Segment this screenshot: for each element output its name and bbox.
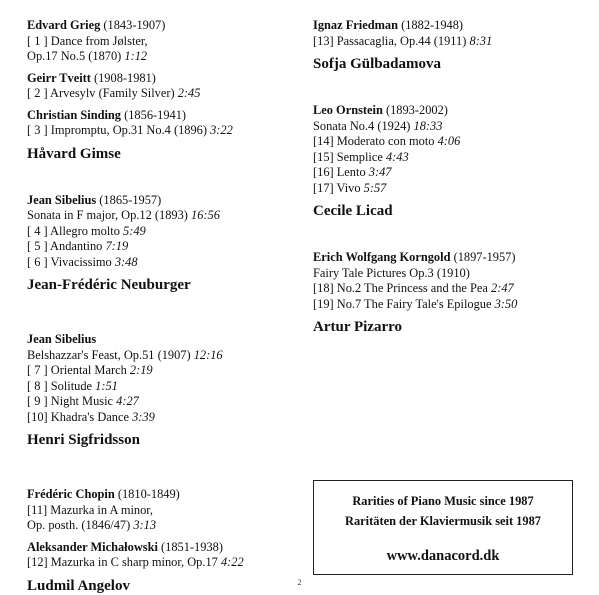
track-duration: 16:56 [191, 208, 220, 222]
track-title: Op.17 No.5 (1870) [27, 49, 125, 63]
track-line [27, 503, 297, 519]
track-duration: 5:49 [123, 223, 146, 238]
track-duration: 8:31 [469, 33, 493, 48]
right-column [313, 18, 583, 336]
work-entry [27, 108, 297, 139]
track-line [27, 348, 297, 364]
track-line [27, 239, 297, 255]
page-number: 2 [297, 578, 302, 587]
track-line [27, 49, 297, 65]
left-column [27, 18, 297, 595]
track-line [27, 518, 297, 534]
composer-heading [313, 18, 583, 34]
performer-name: Ludmil Angelov [27, 577, 130, 594]
track-title: [ 1 ] Dance from Jølster, [27, 33, 148, 48]
info-box [313, 480, 573, 575]
track-line [313, 150, 583, 166]
composer-dates: (1893-2002) [382, 103, 448, 117]
track-title: [11] Mazurka in A minor, [27, 502, 154, 517]
composer-heading [313, 250, 583, 266]
track-title: [ 7 ] Oriental March [27, 363, 130, 377]
track-duration: 3:48 [114, 254, 138, 269]
track-line [313, 266, 583, 282]
composer-dates: (1843-1907) [100, 18, 166, 32]
composer-name: Edvard Grieg [27, 18, 101, 32]
composer-dates: (1810-1849) [114, 487, 180, 501]
track-title: [14] Moderato con moto [313, 134, 438, 148]
track-duration: 5:57 [363, 180, 387, 195]
track-line [27, 410, 297, 426]
track-duration: 3:39 [132, 409, 155, 424]
track-line [27, 224, 297, 240]
box-line-german: Raritäten der Klaviermusik seit 1987 [345, 514, 541, 528]
composer-name: Geirr Tveitt [27, 70, 91, 85]
track-duration: 2:19 [129, 363, 153, 377]
track-line [27, 255, 297, 271]
composer-dates: (1865-1957) [96, 192, 162, 207]
performer-name: Artur Pizarro [313, 319, 402, 335]
track-duration: 3:47 [368, 165, 392, 179]
composer-heading [27, 108, 297, 124]
composer-dates: (1882-1948) [398, 18, 464, 32]
composer-name: Leo Ornstein [313, 103, 383, 117]
work-entry [27, 332, 297, 425]
track-line [313, 181, 583, 197]
composer-name: Ignaz Friedman [313, 18, 399, 32]
track-title: [17] Vivo [313, 180, 364, 195]
track-line [313, 297, 583, 313]
track-duration: 18:33 [413, 118, 443, 133]
track-line [313, 281, 583, 297]
spacer [313, 220, 583, 250]
track-line [27, 379, 297, 395]
track-title: [ 6 ] Vivacissimo [27, 254, 115, 269]
composer-heading [27, 193, 297, 209]
performer-name: Cecile Licad [313, 203, 393, 219]
track-line [27, 394, 297, 410]
track-duration: 4:22 [220, 555, 244, 569]
composer-dates: (1897-1957) [450, 250, 516, 264]
composer-name: Jean Sibelius [27, 332, 97, 346]
track-duration: 2:45 [177, 86, 201, 100]
track-line [27, 555, 297, 571]
track-title: Sonata in F major, Op.12 (1893) [27, 208, 192, 222]
track-line [27, 208, 297, 224]
composer-dates: (1856-1941) [121, 107, 187, 122]
track-duration: 2:47 [491, 281, 514, 295]
track-title: [ 9 ] Night Music [27, 394, 117, 408]
track-title: [12] Mazurka in C sharp minor, Op.17 [27, 555, 221, 569]
spacer [27, 163, 297, 193]
track-duration: 1:12 [124, 49, 148, 63]
performer-name: Håvard Gimse [27, 145, 121, 162]
performer-name: Henri Sigfridsson [27, 432, 140, 448]
track-title: [13] Passacaglia, Op.44 (1911) [313, 33, 470, 48]
composer-heading [27, 540, 297, 556]
work-entry [27, 193, 297, 271]
track-duration: 7:19 [105, 239, 129, 253]
composer-name: Erich Wolfgang Korngold [313, 250, 451, 264]
composer-name: Jean Sibelius [27, 192, 97, 207]
track-line [27, 123, 297, 139]
track-title: [10] Khadra's Dance [27, 409, 133, 424]
track-title: Op. posth. (1846/47) [27, 518, 134, 532]
track-duration: 1:51 [95, 378, 118, 393]
composer-name: Aleksander Michałowski [27, 539, 158, 554]
work-entry [27, 540, 297, 571]
track-duration: 4:06 [437, 134, 461, 148]
composer-dates: (1908-1981) [90, 70, 156, 85]
composer-name: Frédéric Chopin [27, 487, 115, 501]
track-title: [19] No.7 The Fairy Tale's Epilogue [313, 296, 495, 311]
track-title: [ 3 ] Impromptu, Op.31 No.4 (1896) [27, 123, 211, 137]
performer-name: Jean-Frédéric Neuburger [27, 277, 191, 293]
composer-dates: (1851-1938) [157, 539, 223, 554]
composer-heading [27, 487, 297, 503]
spacer [313, 73, 583, 103]
track-title: [ 5 ] Andantino [27, 239, 106, 253]
box-line-english: Rarities of Piano Music since 1987 [352, 494, 534, 508]
work-entry [313, 103, 583, 196]
spacer [27, 294, 297, 332]
track-duration: 4:43 [385, 149, 409, 164]
track-title: Fairy Tale Pictures Op.3 (1910) [313, 265, 470, 280]
track-title: [ 2 ] Arvesylv (Family Silver) [27, 86, 178, 100]
track-line [313, 119, 583, 135]
track-duration: 4:27 [116, 394, 139, 408]
track-title: Sonata No.4 (1924) [313, 118, 414, 133]
track-line [313, 165, 583, 181]
track-duration: 12:16 [193, 347, 223, 362]
track-title: [18] No.2 The Princess and the Pea [313, 281, 492, 295]
composer-heading [313, 103, 583, 119]
spacer [27, 449, 297, 487]
composer-heading [27, 18, 297, 34]
track-title: [ 8 ] Solitude [27, 378, 96, 393]
track-title: [16] Lento [313, 165, 369, 179]
composer-heading [27, 71, 297, 87]
track-duration: 3:13 [133, 518, 157, 532]
track-duration: 3:22 [210, 123, 233, 137]
track-line [27, 34, 297, 50]
track-duration: 3:50 [494, 296, 518, 311]
track-line [313, 134, 583, 150]
composer-heading [27, 332, 297, 348]
track-title: [15] Semplice [313, 149, 386, 164]
track-line [313, 34, 583, 50]
website-url[interactable]: www.danacord.dk [386, 548, 500, 564]
work-entry [27, 71, 297, 102]
work-entry [313, 18, 583, 49]
performer-name: Sofja Gülbadamova [313, 56, 441, 72]
work-entry [313, 250, 583, 312]
work-entry [27, 18, 297, 65]
track-line [27, 86, 297, 102]
track-title: Belshazzar's Feast, Op.51 (1907) [27, 347, 194, 362]
track-line [27, 363, 297, 379]
track-title: [ 4 ] Allegro molto [27, 223, 124, 238]
composer-name: Christian Sinding [27, 107, 122, 122]
work-entry [27, 487, 297, 534]
